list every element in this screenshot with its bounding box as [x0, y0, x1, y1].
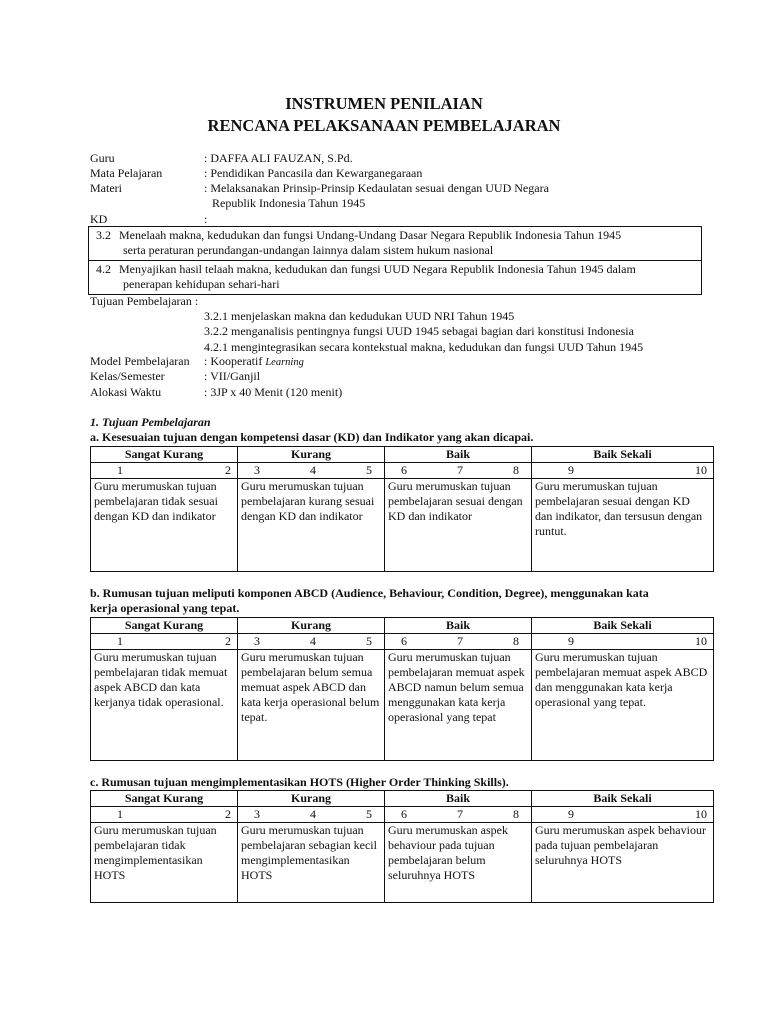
score-cell: 3 4 5 [238, 634, 385, 650]
materi-value-cont: Republik Indonesia Tahun 1945 [212, 196, 366, 210]
desc-cell: Guru merumuskan tujuan pembelajaran memuat aspek ABCD dan menggunakan kata kerja operasional yang tepat. [532, 650, 714, 761]
model-label: Model Pembelajaran [90, 354, 190, 368]
score-cell: 9 10 [532, 634, 714, 650]
desc-cell: Guru merumuskan tujuan pembelajaran tidak sesuai dengan KD dan indikator [91, 479, 238, 572]
desc-cell: Guru merumuskan tujuan pembelajaran memuat aspek ABCD namun belum semua menggunakan kata kerja operasional yang tepat [385, 650, 532, 761]
rubric-score-row [91, 463, 714, 479]
kd-number: 3.2 [96, 228, 111, 242]
rubric-desc-row [91, 650, 714, 761]
score-cell: 9 10 [532, 807, 714, 823]
document-subtitle: RENCANA PELAKSANAAN PEMBELAJARAN [207, 116, 561, 135]
alokasi-label: Alokasi Waktu [90, 385, 162, 399]
rubric-desc-row [91, 479, 714, 572]
kd-box [88, 226, 702, 295]
score-cell: 6 7 8 [385, 634, 532, 650]
header-baik: Baik [385, 447, 532, 463]
score-cell: 1 2 [91, 807, 238, 823]
rubric-c-title: c. Rumusan tujuan mengimplementasikan HOTS (Higher Order Thinking Skills). [90, 775, 509, 789]
rubric-score-row [91, 807, 714, 823]
desc-cell: Guru merumuskan tujuan pembelajaran kurang sesuai dengan KD dan indikator [238, 479, 385, 572]
kd-row [89, 227, 701, 260]
kelas-value: : VII/Ganjil [204, 369, 261, 383]
kd-colon: : [204, 212, 208, 226]
rubric-score-row [91, 634, 714, 650]
score-cell: 1 2 [91, 463, 238, 479]
rubric-c-table [90, 790, 714, 903]
desc-cell: Guru merumuskan tujuan pembelajaran sesuai dengan KD dan indikator, dan tersusun dengan runtut. [532, 479, 714, 572]
score-cell: 3 4 5 [238, 463, 385, 479]
materi-label: Materi [90, 181, 122, 195]
section-heading: 1. Tujuan Pembelajaran [90, 415, 211, 429]
mapel-label: Mata Pelajaran [90, 166, 163, 180]
tujuan-item: 3.2.2 menganalisis pentingnya fungsi UUD 1945 sebagai bagian dari konstitusi Indonesia [204, 324, 634, 338]
header-sangat-kurang: Sangat Kurang [91, 447, 238, 463]
document-title: INSTRUMEN PENILAIAN [285, 94, 483, 113]
header-sangat-kurang: Sangat Kurang [91, 618, 238, 634]
kd-text-line: Menelaah makna, kedudukan dan fungsi Undang-Undang Dasar Negara Republik Indonesia Tahun 1945 [119, 228, 622, 242]
tujuan-label: Tujuan Pembelajaran : [90, 294, 199, 308]
header-kurang: Kurang [238, 447, 385, 463]
score-cell: 6 7 8 [385, 463, 532, 479]
rubric-header-row [91, 791, 714, 807]
rubric-header-row [91, 447, 714, 463]
desc-cell: Guru merumuskan tujuan pembelajaran tidak mengimplementasikan HOTS [91, 823, 238, 903]
rubric-a-title: a. Kesesuaian tujuan dengan kompetensi dasar (KD) dan Indikator yang akan dicapai. [90, 430, 534, 444]
header-baik: Baik [385, 618, 532, 634]
score-cell: 6 7 8 [385, 807, 532, 823]
model-value: : Kooperatif Learning [204, 354, 304, 368]
score-cell: 9 10 [532, 463, 714, 479]
score-cell: 3 4 5 [238, 807, 385, 823]
alokasi-value: : 3JP x 40 Menit (120 menit) [204, 385, 343, 399]
tujuan-item: 4.2.1 mengintegrasikan secara kontekstual makna, kedudukan dan fungsi UUD Tahun 1945 [204, 340, 644, 354]
desc-cell: Guru merumuskan tujuan pembelajaran tidak memuat aspek ABCD dan kata kerjanya tidak operasional. [91, 650, 238, 761]
rubric-header-row [91, 618, 714, 634]
header-baik: Baik [385, 791, 532, 807]
header-baik-sekali: Baik Sekali [532, 447, 714, 463]
header-sangat-kurang: Sangat Kurang [91, 791, 238, 807]
desc-cell: Guru merumuskan tujuan pembelajaran belum semua memuat aspek ABCD dan kata kerja operasional belum tepat. [238, 650, 385, 761]
tujuan-item: 3.2.1 menjelaskan makna dan kedudukan UUD NRI Tahun 1945 [204, 309, 515, 323]
kd-text-line: Menyajikan hasil telaah makna, kedudukan dan fungsi UUD Negara Republik Indonesia Tahun 1945 dalam [119, 262, 636, 276]
desc-cell: Guru merumuskan tujuan pembelajaran sebagian kecil mengimplementasikan HOTS [238, 823, 385, 903]
header-baik-sekali: Baik Sekali [532, 791, 714, 807]
kd-text-line: penerapan kehidupan sehari-hari [123, 277, 280, 291]
score-cell: 1 2 [91, 634, 238, 650]
kd-row [89, 260, 701, 294]
kelas-label: Kelas/Semester [90, 369, 165, 383]
desc-cell: Guru merumuskan aspek behaviour pada tujuan pembelajaran belum seluruhnya HOTS [385, 823, 532, 903]
header-baik-sekali: Baik Sekali [532, 618, 714, 634]
rubric-desc-row [91, 823, 714, 903]
materi-value: : Melaksanakan Prinsip-Prinsip Kedaulatan sesuai dengan UUD Negara [204, 181, 549, 195]
rubric-b-title-cont: kerja operasional yang tepat. [90, 601, 240, 615]
desc-cell: Guru merumuskan tujuan pembelajaran sesuai dengan KD dan indikator [385, 479, 532, 572]
kd-text [119, 228, 697, 258]
rubric-b-title: b. Rumusan tujuan meliputi komponen ABCD (Audience, Behaviour, Condition, Degree), menggunakan kata [90, 586, 649, 600]
guru-label: Guru [90, 151, 115, 165]
kd-text-line: serta peraturan perundangan-undangan lainnya dalam sistem hukum nasional [123, 243, 494, 257]
desc-cell: Guru merumuskan aspek behaviour pada tujuan pembelajaran seluruhnya HOTS [532, 823, 714, 903]
kd-number: 4.2 [96, 262, 111, 276]
header-kurang: Kurang [238, 618, 385, 634]
kd-text [119, 262, 697, 292]
kd-label: KD [90, 212, 108, 226]
mapel-value: : Pendidikan Pancasila dan Kewarganegaraan [204, 166, 423, 180]
header-kurang: Kurang [238, 791, 385, 807]
rubric-a-table [90, 446, 714, 572]
rubric-b-table [90, 617, 714, 761]
guru-value: : DAFFA ALI FAUZAN, S.Pd. [204, 151, 353, 165]
